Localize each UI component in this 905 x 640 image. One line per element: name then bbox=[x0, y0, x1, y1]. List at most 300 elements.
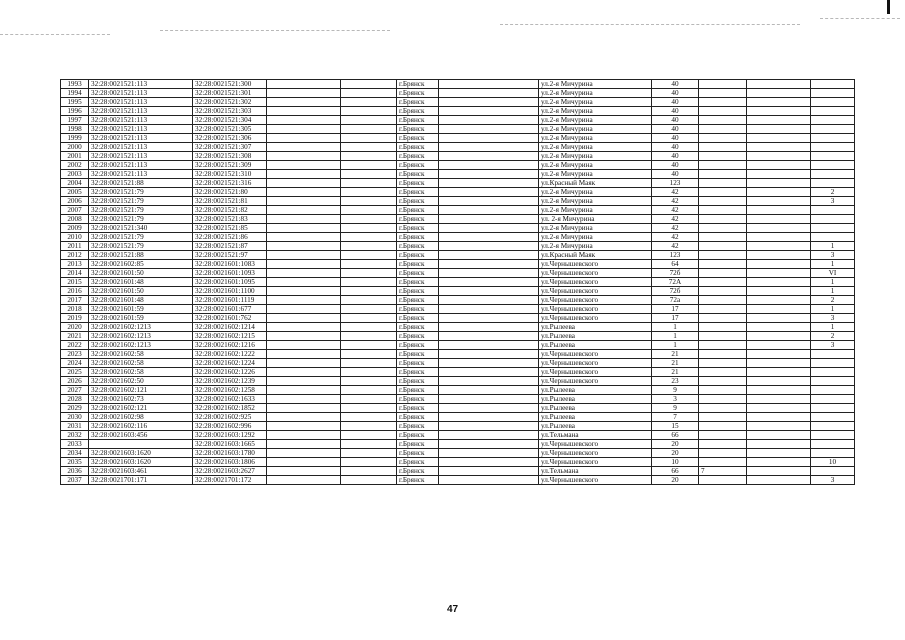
cell-blank-col-c bbox=[439, 206, 539, 215]
cell-house-number: 1 bbox=[652, 323, 699, 332]
cell-city: г.Брянск bbox=[397, 116, 439, 125]
cell-extra-number bbox=[699, 287, 747, 296]
cell-apartment-number bbox=[811, 143, 855, 152]
cell-apartment-number: 1 bbox=[811, 242, 855, 251]
cell-extra-number bbox=[699, 440, 747, 449]
cell-row-number: 2028 bbox=[61, 395, 89, 404]
cell-blank-col-b bbox=[341, 449, 397, 458]
cell-extra-number bbox=[699, 224, 747, 233]
cell-street: ул.2-я Мичурина bbox=[539, 188, 652, 197]
cell-city: г.Брянск bbox=[397, 170, 439, 179]
cell-cadastral-number: 32:28:0021521:80 bbox=[193, 188, 267, 197]
cell-street: ул.2-я Мичурина bbox=[539, 197, 652, 206]
cell-parent-cadastral-number: 32:28:0021521:113 bbox=[89, 152, 193, 161]
cell-cadastral-number: 32:28:0021602:996 bbox=[193, 422, 267, 431]
cell-blank-col-b bbox=[341, 224, 397, 233]
cell-city: г.Брянск bbox=[397, 278, 439, 287]
cell-blank-col-c bbox=[439, 98, 539, 107]
cell-parent-cadastral-number: 32:28:0021602:50 bbox=[89, 377, 193, 386]
table-row bbox=[61, 395, 855, 404]
cell-blank-col-c bbox=[439, 287, 539, 296]
cell-apartment-number bbox=[811, 215, 855, 224]
scan-artifact-line bbox=[820, 18, 900, 19]
cell-blank-col-a bbox=[267, 404, 341, 413]
cell-blank-col-c bbox=[439, 134, 539, 143]
cell-blank-col-d bbox=[747, 332, 811, 341]
cell-street: ул.Тельмана bbox=[539, 431, 652, 440]
cell-blank-col-b bbox=[341, 359, 397, 368]
cell-blank-col-d bbox=[747, 467, 811, 476]
cell-blank-col-d bbox=[747, 224, 811, 233]
cell-blank-col-c bbox=[439, 413, 539, 422]
cell-blank-col-a bbox=[267, 197, 341, 206]
cell-blank-col-b bbox=[341, 368, 397, 377]
cell-blank-col-d bbox=[747, 260, 811, 269]
cell-cadastral-number: 32:28:0021521:87 bbox=[193, 242, 267, 251]
cell-row-number: 2004 bbox=[61, 179, 89, 188]
cell-cadastral-number: 32:28:0021521:81 bbox=[193, 197, 267, 206]
table-row bbox=[61, 233, 855, 242]
cell-cadastral-number: 32:28:0021601:1119 bbox=[193, 296, 267, 305]
cell-parent-cadastral-number: 32:28:0021521:88 bbox=[89, 251, 193, 260]
cell-blank-col-c bbox=[439, 458, 539, 467]
cell-house-number: 40 bbox=[652, 80, 699, 89]
cell-house-number: 1 bbox=[652, 341, 699, 350]
table-row bbox=[61, 368, 855, 377]
cell-blank-col-d bbox=[747, 251, 811, 260]
cell-parent-cadastral-number: 32:28:0021603:461 bbox=[89, 467, 193, 476]
cell-blank-col-a bbox=[267, 170, 341, 179]
cell-row-number: 2006 bbox=[61, 197, 89, 206]
cell-parent-cadastral-number: 32:28:0021603:1620 bbox=[89, 458, 193, 467]
cell-row-number: 2008 bbox=[61, 215, 89, 224]
cell-street: ул.Рылеева bbox=[539, 413, 652, 422]
cell-house-number: 17 bbox=[652, 314, 699, 323]
cell-parent-cadastral-number: 32:28:0021602:116 bbox=[89, 422, 193, 431]
table-row bbox=[61, 107, 855, 116]
cell-cadastral-number: 32:28:0021521:307 bbox=[193, 143, 267, 152]
cell-street: ул.Чернышевского bbox=[539, 305, 652, 314]
scan-artifact-line bbox=[500, 24, 800, 25]
cell-blank-col-d bbox=[747, 404, 811, 413]
cell-blank-col-b bbox=[341, 188, 397, 197]
cell-street: ул.Рылеева bbox=[539, 386, 652, 395]
cell-parent-cadastral-number: 32:28:0021521:79 bbox=[89, 188, 193, 197]
cell-parent-cadastral-number: 32:28:0021601:59 bbox=[89, 314, 193, 323]
table-row bbox=[61, 206, 855, 215]
cell-street: ул.2-я Мичурина bbox=[539, 161, 652, 170]
cell-cadastral-number: 32:28:0021602:1226 bbox=[193, 368, 267, 377]
cell-extra-number bbox=[699, 116, 747, 125]
table-row bbox=[61, 269, 855, 278]
cell-house-number: 42 bbox=[652, 206, 699, 215]
table-row bbox=[61, 260, 855, 269]
cell-apartment-number: VI bbox=[811, 269, 855, 278]
cell-row-number: 2033 bbox=[61, 440, 89, 449]
cell-blank-col-a bbox=[267, 314, 341, 323]
cell-blank-col-c bbox=[439, 125, 539, 134]
cell-blank-col-d bbox=[747, 377, 811, 386]
cell-parent-cadastral-number: 32:28:0021521:79 bbox=[89, 197, 193, 206]
cell-blank-col-d bbox=[747, 359, 811, 368]
cell-house-number: 42 bbox=[652, 242, 699, 251]
cell-blank-col-d bbox=[747, 368, 811, 377]
cell-street: ул.2-я Мичурина bbox=[539, 206, 652, 215]
cell-row-number: 2022 bbox=[61, 341, 89, 350]
cell-cadastral-number: 32:28:0021602:1239 bbox=[193, 377, 267, 386]
cell-blank-col-b bbox=[341, 89, 397, 98]
cell-blank-col-c bbox=[439, 143, 539, 152]
cell-blank-col-b bbox=[341, 305, 397, 314]
cell-blank-col-c bbox=[439, 314, 539, 323]
cell-city: г.Брянск bbox=[397, 107, 439, 116]
cell-blank-col-a bbox=[267, 89, 341, 98]
cell-blank-col-b bbox=[341, 116, 397, 125]
cell-extra-number bbox=[699, 431, 747, 440]
cell-blank-col-c bbox=[439, 251, 539, 260]
cell-blank-col-a bbox=[267, 287, 341, 296]
cell-city: г.Брянск bbox=[397, 458, 439, 467]
cell-extra-number bbox=[699, 179, 747, 188]
cell-city: г.Брянск bbox=[397, 152, 439, 161]
cell-house-number: 1 bbox=[652, 332, 699, 341]
cell-blank-col-d bbox=[747, 323, 811, 332]
cell-apartment-number bbox=[811, 404, 855, 413]
page-number: 47 bbox=[446, 604, 459, 615]
cell-blank-col-a bbox=[267, 260, 341, 269]
cell-apartment-number: 2 bbox=[811, 188, 855, 197]
cell-extra-number: 7 bbox=[699, 467, 747, 476]
table-row bbox=[61, 179, 855, 188]
cell-blank-col-d bbox=[747, 107, 811, 116]
cell-blank-col-b bbox=[341, 80, 397, 89]
cell-blank-col-c bbox=[439, 323, 539, 332]
cell-blank-col-b bbox=[341, 314, 397, 323]
table-row bbox=[61, 89, 855, 98]
cell-city: г.Брянск bbox=[397, 80, 439, 89]
cell-street: ул.Чернышевского bbox=[539, 350, 652, 359]
cell-parent-cadastral-number: 32:28:0021521:113 bbox=[89, 89, 193, 98]
cell-blank-col-c bbox=[439, 107, 539, 116]
cell-cadastral-number: 32:28:0021521:301 bbox=[193, 89, 267, 98]
cell-apartment-number bbox=[811, 107, 855, 116]
cell-blank-col-a bbox=[267, 188, 341, 197]
cell-cadastral-number: 32:28:0021602:925 bbox=[193, 413, 267, 422]
cell-house-number: 23 bbox=[652, 377, 699, 386]
cell-house-number: 15 bbox=[652, 422, 699, 431]
cell-cadastral-number: 32:28:0021521:310 bbox=[193, 170, 267, 179]
cell-city: г.Брянск bbox=[397, 395, 439, 404]
cell-blank-col-a bbox=[267, 116, 341, 125]
cell-blank-col-b bbox=[341, 161, 397, 170]
cell-parent-cadastral-number: 32:28:0021602:98 bbox=[89, 413, 193, 422]
cell-parent-cadastral-number: 32:28:0021521:113 bbox=[89, 143, 193, 152]
table-row bbox=[61, 152, 855, 161]
cell-parent-cadastral-number: 32:28:0021521:88 bbox=[89, 179, 193, 188]
cell-parent-cadastral-number: 32:28:0021602:121 bbox=[89, 404, 193, 413]
cell-city: г.Брянск bbox=[397, 422, 439, 431]
cell-apartment-number bbox=[811, 134, 855, 143]
cell-blank-col-a bbox=[267, 458, 341, 467]
cell-apartment-number bbox=[811, 395, 855, 404]
cell-extra-number bbox=[699, 233, 747, 242]
cell-house-number: 10 bbox=[652, 458, 699, 467]
cell-blank-col-a bbox=[267, 152, 341, 161]
cell-blank-col-c bbox=[439, 80, 539, 89]
cell-apartment-number: 2 bbox=[811, 296, 855, 305]
table-row bbox=[61, 458, 855, 467]
cell-blank-col-c bbox=[439, 242, 539, 251]
cell-house-number: 72а bbox=[652, 296, 699, 305]
cell-city: г.Брянск bbox=[397, 350, 439, 359]
cell-blank-col-d bbox=[747, 458, 811, 467]
cell-cadastral-number: 32:28:0021602:1633 bbox=[193, 395, 267, 404]
cell-blank-col-a bbox=[267, 386, 341, 395]
cell-city: г.Брянск bbox=[397, 431, 439, 440]
cell-extra-number bbox=[699, 188, 747, 197]
cell-apartment-number bbox=[811, 206, 855, 215]
cell-apartment-number bbox=[811, 161, 855, 170]
cell-blank-col-b bbox=[341, 287, 397, 296]
cell-street: ул.Чернышевского bbox=[539, 377, 652, 386]
cell-street: ул.2-я Мичурина bbox=[539, 224, 652, 233]
cell-blank-col-d bbox=[747, 206, 811, 215]
cell-city: г.Брянск bbox=[397, 413, 439, 422]
cell-blank-col-b bbox=[341, 278, 397, 287]
cell-extra-number bbox=[699, 107, 747, 116]
cell-cadastral-number: 32:28:0021521:82 bbox=[193, 206, 267, 215]
cell-blank-col-d bbox=[747, 386, 811, 395]
cell-blank-col-c bbox=[439, 269, 539, 278]
cell-city: г.Брянск bbox=[397, 224, 439, 233]
cell-city: г.Брянск bbox=[397, 98, 439, 107]
cell-cadastral-number: 32:28:0021602:1224 bbox=[193, 359, 267, 368]
cell-street: ул.2-я Мичурина bbox=[539, 143, 652, 152]
table-row bbox=[61, 224, 855, 233]
cell-row-number: 2032 bbox=[61, 431, 89, 440]
cell-blank-col-d bbox=[747, 179, 811, 188]
cell-row-number: 2000 bbox=[61, 143, 89, 152]
cell-apartment-number: 3 bbox=[811, 476, 855, 485]
cell-apartment-number bbox=[811, 440, 855, 449]
cell-house-number: 7 bbox=[652, 413, 699, 422]
cell-house-number: 9 bbox=[652, 404, 699, 413]
cell-city: г.Брянск bbox=[397, 440, 439, 449]
cell-cadastral-number: 32:28:0021701:172 bbox=[193, 476, 267, 485]
cell-blank-col-b bbox=[341, 215, 397, 224]
scan-artifact-line bbox=[160, 30, 390, 31]
cell-cadastral-number: 32:28:0021521:85 bbox=[193, 224, 267, 233]
cell-row-number: 2031 bbox=[61, 422, 89, 431]
cell-blank-col-d bbox=[747, 449, 811, 458]
cell-extra-number bbox=[699, 341, 747, 350]
cell-row-number: 2023 bbox=[61, 350, 89, 359]
cell-blank-col-a bbox=[267, 467, 341, 476]
table-row bbox=[61, 467, 855, 476]
cell-blank-col-d bbox=[747, 314, 811, 323]
cell-city: г.Брянск bbox=[397, 233, 439, 242]
cell-blank-col-a bbox=[267, 377, 341, 386]
cell-blank-col-b bbox=[341, 197, 397, 206]
table-row bbox=[61, 287, 855, 296]
cell-extra-number bbox=[699, 242, 747, 251]
cell-row-number: 2030 bbox=[61, 413, 89, 422]
cell-cadastral-number: 32:28:0021521:83 bbox=[193, 215, 267, 224]
cell-blank-col-b bbox=[341, 233, 397, 242]
cell-row-number: 1998 bbox=[61, 125, 89, 134]
table-row bbox=[61, 332, 855, 341]
table-row bbox=[61, 422, 855, 431]
cell-city: г.Брянск bbox=[397, 314, 439, 323]
cell-extra-number bbox=[699, 377, 747, 386]
cell-row-number: 2018 bbox=[61, 305, 89, 314]
cell-row-number: 2003 bbox=[61, 170, 89, 179]
cell-blank-col-c bbox=[439, 170, 539, 179]
cell-blank-col-c bbox=[439, 467, 539, 476]
table-row bbox=[61, 215, 855, 224]
cell-parent-cadastral-number: 32:28:0021603:456 bbox=[89, 431, 193, 440]
cell-blank-col-b bbox=[341, 260, 397, 269]
table-row bbox=[61, 314, 855, 323]
cell-blank-col-c bbox=[439, 350, 539, 359]
cell-house-number: 21 bbox=[652, 350, 699, 359]
cell-blank-col-b bbox=[341, 440, 397, 449]
cell-blank-col-d bbox=[747, 80, 811, 89]
cell-extra-number bbox=[699, 260, 747, 269]
cell-cadastral-number: 32:28:0021602:1852 bbox=[193, 404, 267, 413]
cell-cadastral-number: 32:28:0021521:86 bbox=[193, 233, 267, 242]
cell-house-number: 20 bbox=[652, 449, 699, 458]
cell-row-number: 2019 bbox=[61, 314, 89, 323]
cell-blank-col-b bbox=[341, 413, 397, 422]
cell-street: ул.Рылеева bbox=[539, 341, 652, 350]
cell-extra-number bbox=[699, 215, 747, 224]
cell-blank-col-c bbox=[439, 215, 539, 224]
cell-street: ул.2-я Мичурина bbox=[539, 242, 652, 251]
cell-parent-cadastral-number: 32:28:0021602:1213 bbox=[89, 332, 193, 341]
cell-cadastral-number: 32:28:0021521:97 bbox=[193, 251, 267, 260]
cell-city: г.Брянск bbox=[397, 269, 439, 278]
table-row bbox=[61, 305, 855, 314]
cell-blank-col-c bbox=[439, 422, 539, 431]
cell-blank-col-d bbox=[747, 350, 811, 359]
cell-parent-cadastral-number: 32:28:0021521:113 bbox=[89, 125, 193, 134]
cell-blank-col-a bbox=[267, 368, 341, 377]
table-row bbox=[61, 251, 855, 260]
cell-apartment-number bbox=[811, 89, 855, 98]
cell-apartment-number: 3 bbox=[811, 251, 855, 260]
cell-blank-col-a bbox=[267, 305, 341, 314]
cell-cadastral-number: 32:28:0021603:1292 bbox=[193, 431, 267, 440]
cell-blank-col-d bbox=[747, 134, 811, 143]
cell-row-number: 2013 bbox=[61, 260, 89, 269]
cell-blank-col-b bbox=[341, 350, 397, 359]
cell-house-number: 9 bbox=[652, 386, 699, 395]
cell-extra-number bbox=[699, 323, 747, 332]
cell-blank-col-d bbox=[747, 440, 811, 449]
cell-row-number: 2017 bbox=[61, 296, 89, 305]
cell-city: г.Брянск bbox=[397, 467, 439, 476]
cell-row-number: 1999 bbox=[61, 134, 89, 143]
cell-apartment-number bbox=[811, 350, 855, 359]
cell-street: ул.Рылеева bbox=[539, 323, 652, 332]
cell-street: ул.2-я Мичурина bbox=[539, 98, 652, 107]
cell-row-number: 2026 bbox=[61, 377, 89, 386]
cell-apartment-number bbox=[811, 233, 855, 242]
cell-city: г.Брянск bbox=[397, 197, 439, 206]
cell-blank-col-d bbox=[747, 116, 811, 125]
cell-city: г.Брянск bbox=[397, 368, 439, 377]
cell-cadastral-number: 32:28:0021602:1222 bbox=[193, 350, 267, 359]
cell-blank-col-b bbox=[341, 422, 397, 431]
cell-apartment-number bbox=[811, 152, 855, 161]
cell-cadastral-number: 32:28:0021603:2627 bbox=[193, 467, 267, 476]
cell-apartment-number bbox=[811, 125, 855, 134]
cell-street: ул.2-я Мичурина bbox=[539, 233, 652, 242]
cell-extra-number bbox=[699, 269, 747, 278]
cell-apartment-number: 3 bbox=[811, 197, 855, 206]
cell-parent-cadastral-number: 32:28:0021601:59 bbox=[89, 305, 193, 314]
cell-street: ул.Чернышевского bbox=[539, 269, 652, 278]
cell-street: ул.2-я Мичурина bbox=[539, 89, 652, 98]
cell-blank-col-a bbox=[267, 278, 341, 287]
cell-extra-number bbox=[699, 386, 747, 395]
cell-blank-col-a bbox=[267, 134, 341, 143]
cell-blank-col-b bbox=[341, 152, 397, 161]
cell-house-number: 40 bbox=[652, 134, 699, 143]
cell-blank-col-d bbox=[747, 89, 811, 98]
cell-blank-col-a bbox=[267, 359, 341, 368]
cell-street: ул.Рылеева bbox=[539, 395, 652, 404]
cell-apartment-number bbox=[811, 449, 855, 458]
cell-city: г.Брянск bbox=[397, 251, 439, 260]
cell-extra-number bbox=[699, 449, 747, 458]
cell-blank-col-a bbox=[267, 80, 341, 89]
table-row bbox=[61, 476, 855, 485]
cell-cadastral-number: 32:28:0021602:1258 bbox=[193, 386, 267, 395]
cell-cadastral-number: 32:28:0021521:303 bbox=[193, 107, 267, 116]
cell-apartment-number: 3 bbox=[811, 341, 855, 350]
cell-parent-cadastral-number: 32:28:0021701:171 bbox=[89, 476, 193, 485]
table-row bbox=[61, 188, 855, 197]
cell-parent-cadastral-number: 32:28:0021601:48 bbox=[89, 278, 193, 287]
cell-blank-col-a bbox=[267, 161, 341, 170]
table-row bbox=[61, 170, 855, 179]
cell-street: ул.Чернышевского bbox=[539, 287, 652, 296]
cell-blank-col-b bbox=[341, 107, 397, 116]
cell-apartment-number: 1 bbox=[811, 323, 855, 332]
cell-parent-cadastral-number: 32:28:0021602:58 bbox=[89, 359, 193, 368]
cell-blank-col-d bbox=[747, 215, 811, 224]
cell-street: ул.Чернышевского bbox=[539, 440, 652, 449]
cell-house-number: 21 bbox=[652, 359, 699, 368]
cell-street: ул.Чернышевского bbox=[539, 476, 652, 485]
cell-extra-number bbox=[699, 368, 747, 377]
cell-house-number: 123 bbox=[652, 251, 699, 260]
cell-apartment-number: 1 bbox=[811, 287, 855, 296]
cell-parent-cadastral-number: 32:28:0021521:79 bbox=[89, 242, 193, 251]
cell-row-number: 2015 bbox=[61, 278, 89, 287]
table-row bbox=[61, 404, 855, 413]
cell-row-number: 1995 bbox=[61, 98, 89, 107]
cell-extra-number bbox=[699, 359, 747, 368]
cell-row-number: 1993 bbox=[61, 80, 89, 89]
cell-blank-col-d bbox=[747, 161, 811, 170]
cell-row-number: 2029 bbox=[61, 404, 89, 413]
cell-blank-col-c bbox=[439, 404, 539, 413]
cell-blank-col-d bbox=[747, 278, 811, 287]
cell-apartment-number bbox=[811, 377, 855, 386]
